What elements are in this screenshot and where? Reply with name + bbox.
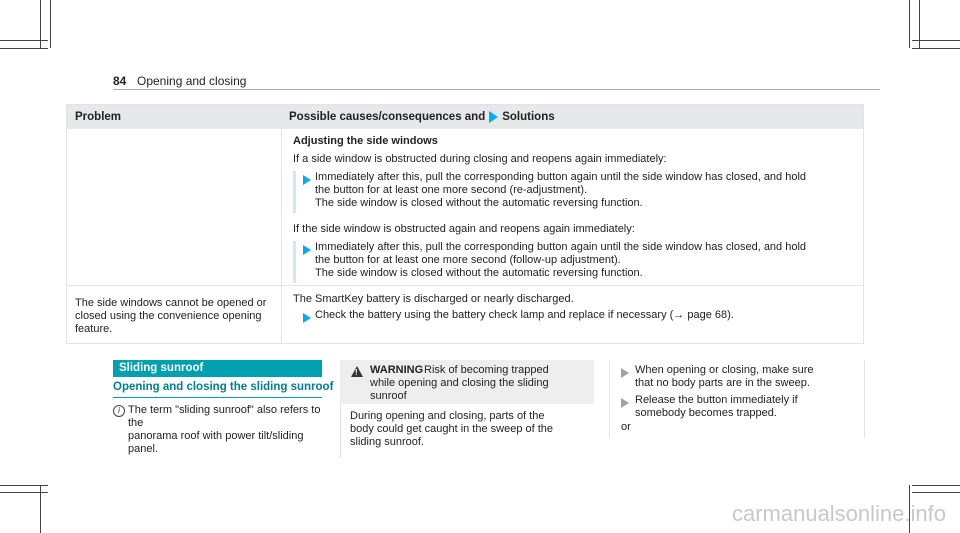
section-title: Sliding sunroof bbox=[119, 362, 204, 374]
warning-header bbox=[340, 360, 594, 404]
risk-line: sunroof bbox=[370, 390, 407, 402]
warning-label: WARNING bbox=[370, 364, 424, 376]
warning-line: sliding sunroof. bbox=[350, 436, 424, 448]
column-border bbox=[864, 360, 865, 438]
risk-line: while opening and closing the sliding bbox=[370, 377, 549, 389]
crop-mark bbox=[909, 0, 910, 48]
column-header-solutions-label: Solutions bbox=[502, 111, 555, 123]
step-text bbox=[635, 394, 855, 420]
step-line: Immediately after this, pull the corresponding button again until the side window has closed, and hold bbox=[315, 241, 807, 253]
section-title-bar bbox=[113, 360, 322, 377]
step-marker-bar bbox=[293, 241, 296, 283]
crop-mark bbox=[912, 492, 960, 493]
step-marker-bar bbox=[293, 171, 296, 213]
step-text bbox=[315, 241, 865, 280]
cause-text: The SmartKey battery is discharged or nearly discharged. bbox=[293, 293, 574, 305]
note-text bbox=[128, 404, 328, 456]
subtitle-divider bbox=[113, 397, 322, 398]
crop-mark bbox=[0, 485, 48, 486]
crop-mark bbox=[919, 0, 920, 48]
row-intro: If a side window is obstructed during closing and reopens again immediately: bbox=[293, 153, 667, 165]
step-line: Release the button immediately if bbox=[635, 394, 798, 406]
instruction-step bbox=[293, 309, 863, 325]
warning-triangle-icon: ! bbox=[351, 366, 363, 377]
step-line: the button for at least one more second (re-adjustment). bbox=[315, 184, 588, 196]
risk-line: Risk of becoming trapped bbox=[424, 364, 549, 376]
section-subtitle: Opening and closing the sliding sunroof bbox=[113, 381, 334, 393]
crop-mark bbox=[50, 0, 51, 48]
warning-line: body could get caught in the sweep of the bbox=[350, 423, 554, 435]
row-divider bbox=[67, 285, 863, 286]
problem-text bbox=[75, 297, 275, 336]
column-border bbox=[609, 360, 610, 438]
crop-mark bbox=[0, 48, 48, 49]
step-text: Check the battery using the battery check lamp and replace if necessary (→ page 68). bbox=[315, 309, 734, 321]
step-line: the button for at least one more second (follow-up adjustment). bbox=[315, 254, 621, 266]
step-line: The side window is closed without the automatic reversing function. bbox=[315, 267, 643, 279]
problem-line: The side windows cannot be opened or bbox=[75, 297, 267, 309]
problem-line: feature. bbox=[75, 323, 113, 335]
column-header-problem: Problem bbox=[75, 111, 122, 123]
crop-mark bbox=[912, 485, 960, 486]
instruction-step bbox=[293, 241, 863, 283]
step-line: that no body parts are in the sweep. bbox=[635, 377, 810, 389]
note-line: panorama roof with power tilt/sliding panel. bbox=[128, 430, 304, 455]
warning-border bbox=[340, 404, 341, 458]
instruction-step bbox=[293, 171, 863, 213]
warning-body bbox=[350, 410, 590, 449]
problem-line: closed using the convenience opening bbox=[75, 310, 262, 322]
arrow-right-icon bbox=[303, 313, 311, 323]
step-line: When opening or closing, make sure bbox=[635, 364, 814, 376]
watermark: carmanualsonline.info bbox=[731, 501, 946, 526]
header-divider bbox=[113, 89, 880, 90]
step-line: The side window is closed without the automatic reversing function. bbox=[315, 197, 643, 209]
arrow-right-icon bbox=[621, 368, 629, 378]
column-divider bbox=[281, 129, 282, 344]
arrow-right-icon bbox=[489, 111, 498, 123]
column-header-causes: Possible causes/consequences and bbox=[289, 111, 486, 123]
crop-mark bbox=[0, 40, 48, 41]
note-line: The term "sliding sunroof" also refers to the bbox=[128, 404, 321, 429]
page-number: 84 bbox=[113, 74, 127, 88]
crop-mark bbox=[0, 492, 48, 493]
arrow-right-icon bbox=[303, 245, 311, 255]
row-title: Adjusting the side windows bbox=[293, 135, 438, 147]
page-title: Opening and closing bbox=[137, 74, 247, 88]
info-icon: i bbox=[113, 405, 125, 417]
table-header bbox=[67, 105, 863, 129]
right-column bbox=[609, 360, 869, 440]
warning-line: During opening and closing, parts of the bbox=[350, 410, 545, 422]
problem-solution-table bbox=[66, 104, 864, 344]
warning-box bbox=[340, 360, 594, 458]
crop-mark bbox=[912, 48, 960, 49]
step-line: Immediately after this, pull the corresponding button again until the side window has closed, and hold bbox=[315, 171, 807, 183]
or-text: or bbox=[621, 421, 631, 433]
step-text bbox=[315, 171, 865, 210]
arrow-right-icon bbox=[621, 398, 629, 408]
arrow-right-icon bbox=[303, 175, 311, 185]
warning-risk bbox=[370, 364, 590, 403]
row-intro: If the side window is obstructed again and reopens again immediately: bbox=[293, 223, 635, 235]
step-text bbox=[635, 364, 855, 390]
step-line: somebody becomes trapped. bbox=[635, 407, 777, 419]
column-header-solutions bbox=[289, 111, 555, 123]
